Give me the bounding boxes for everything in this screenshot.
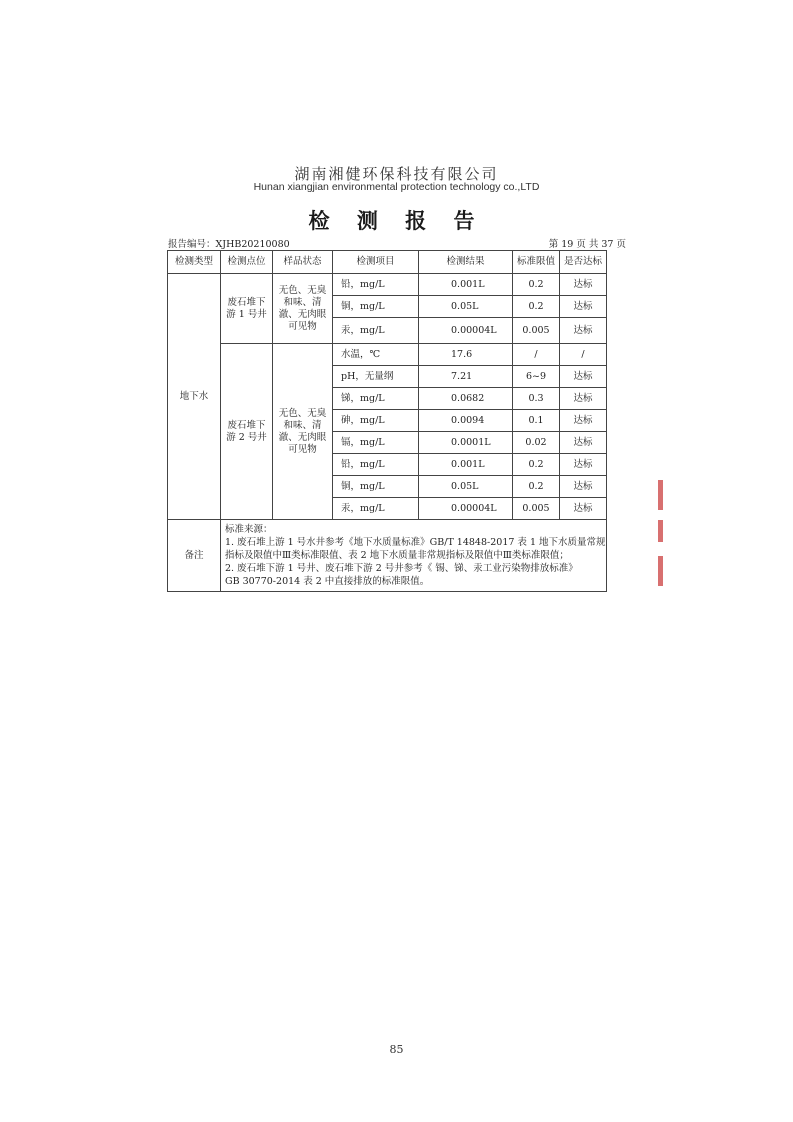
limit-cell: 0.1 xyxy=(513,410,560,432)
limit-cell: 0.2 xyxy=(513,296,560,318)
limit-cell: 0.2 xyxy=(513,274,560,296)
remarks-row xyxy=(168,520,607,592)
pass-cell: 达标 xyxy=(560,498,607,520)
item-cell: 铜，mg/L xyxy=(333,296,419,318)
remarks-line: GB 30770-2014 表 2 中直接排放的标准限值。 xyxy=(225,576,430,587)
sample-state-cell: 无色、无臭和味、清澈、无肉眼可见物 xyxy=(273,274,333,344)
limit-cell: 0.2 xyxy=(513,476,560,498)
item-cell: pH，无量纲 xyxy=(333,366,419,388)
remarks-content xyxy=(221,520,607,592)
limit-cell: 6~9 xyxy=(513,366,560,388)
header-limit: 标准限值 xyxy=(513,251,560,274)
limit-cell: 0.005 xyxy=(513,498,560,520)
sample-point-cell: 废石堆下游 1 号井 xyxy=(221,274,273,344)
header-point: 检测点位 xyxy=(221,251,273,274)
page-info: 第 19 页 共 37 页 xyxy=(548,239,626,250)
report-title: 检 测 报 告 xyxy=(308,209,485,233)
result-cell: 0.001L xyxy=(419,274,513,296)
result-cell: 0.0094 xyxy=(419,410,513,432)
result-cell: 7.21 xyxy=(419,366,513,388)
report-number: 报告编号：XJHB20210080 xyxy=(168,239,290,250)
result-cell: 0.0001L xyxy=(419,432,513,454)
remarks-line: 指标及限值中Ⅲ类标准限值、表 2 地下水质量非常规指标及限值中Ⅲ类标准限值； xyxy=(225,550,569,561)
limit-cell: 0.005 xyxy=(513,318,560,344)
report-meta-row xyxy=(168,236,626,249)
result-cell: 0.0682 xyxy=(419,388,513,410)
item-cell: 砷，mg/L xyxy=(333,410,419,432)
table-row xyxy=(168,344,607,366)
test-results-table xyxy=(167,250,607,592)
pass-cell: / xyxy=(560,344,607,366)
limit-cell: 0.02 xyxy=(513,432,560,454)
pass-cell: 达标 xyxy=(560,410,607,432)
pass-cell: 达标 xyxy=(560,476,607,498)
pass-cell: 达标 xyxy=(560,454,607,476)
sample-point-cell: 废石堆下游 2 号井 xyxy=(221,344,273,520)
item-cell: 铜，mg/L xyxy=(333,476,419,498)
sample-state-cell: 无色、无臭和味、清澈、无肉眼可见物 xyxy=(273,344,333,520)
remarks-line: 标准来源： xyxy=(225,524,273,535)
edge-mark xyxy=(658,556,663,586)
result-cell: 0.05L xyxy=(419,296,513,318)
item-cell: 镉，mg/L xyxy=(333,432,419,454)
result-cell: 0.05L xyxy=(419,476,513,498)
header-type: 检测类型 xyxy=(168,251,221,274)
sample-type-cell: 地下水 xyxy=(168,274,221,520)
item-cell: 铅，mg/L xyxy=(333,454,419,476)
item-cell: 锑，mg/L xyxy=(333,388,419,410)
item-cell: 铅，mg/L xyxy=(333,274,419,296)
item-cell: 水温，℃ xyxy=(333,344,419,366)
remarks-line: 1. 废石堆上游 1 号水井参考《地下水质量标准》GB/T 14848-2017 表 1 地下水质量常规 xyxy=(225,537,606,548)
pass-cell: 达标 xyxy=(560,366,607,388)
pass-cell: 达标 xyxy=(560,432,607,454)
limit-cell: 0.3 xyxy=(513,388,560,410)
remarks-label: 备注 xyxy=(168,520,221,592)
edge-mark xyxy=(658,480,663,510)
company-name-en: Hunan xiangjian environmental protection technology co.,LTD xyxy=(253,181,540,193)
company-name-cn: 湖南湘健环保科技有限公司 xyxy=(294,165,499,183)
pass-cell: 达标 xyxy=(560,318,607,344)
result-cell: 0.00004L xyxy=(419,498,513,520)
header-result: 检测结果 xyxy=(419,251,513,274)
pass-cell: 达标 xyxy=(560,274,607,296)
header-state: 样品状态 xyxy=(273,251,333,274)
header-item: 检测项目 xyxy=(333,251,419,274)
result-cell: 0.001L xyxy=(419,454,513,476)
limit-cell: 0.2 xyxy=(513,454,560,476)
item-cell: 汞，mg/L xyxy=(333,318,419,344)
table-header-row xyxy=(168,251,607,274)
header-pass: 是否达标 xyxy=(560,251,607,274)
remarks-line: 2. 废石堆下游 1 号井、废石堆下游 2 号井参考《 锡、锑、汞工业污染物排放标准》 xyxy=(225,563,578,574)
item-cell: 汞，mg/L xyxy=(333,498,419,520)
result-cell: 17.6 xyxy=(419,344,513,366)
pass-cell: 达标 xyxy=(560,296,607,318)
edge-mark xyxy=(658,520,663,542)
pass-cell: 达标 xyxy=(560,388,607,410)
page-number: 85 xyxy=(389,1043,404,1056)
result-cell: 0.00004L xyxy=(419,318,513,344)
table-row xyxy=(168,274,607,296)
limit-cell: / xyxy=(513,344,560,366)
